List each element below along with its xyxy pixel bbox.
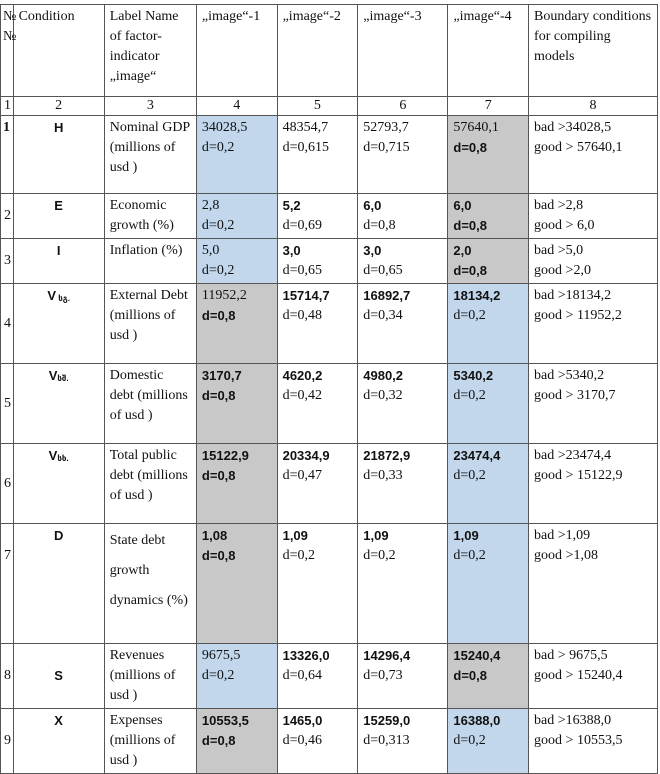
bad-condition: bad >34028,5 bbox=[534, 120, 612, 135]
d-value: d=0,2 bbox=[282, 548, 315, 563]
good-condition: good > 3170,7 bbox=[534, 388, 616, 403]
bad-condition: bad >23474,4 bbox=[534, 448, 612, 463]
d-value: d=0,8 bbox=[201, 388, 236, 403]
column-number: 3 bbox=[104, 97, 196, 116]
image-4-cell bbox=[448, 524, 529, 644]
indicator-label: Nominal GDP (millions of usd ) bbox=[104, 116, 196, 194]
image-3-cell bbox=[358, 194, 448, 239]
value: 15122,9 bbox=[201, 448, 249, 463]
table-row bbox=[1, 116, 658, 194]
d-value: d=0,46 bbox=[282, 733, 322, 748]
header-boundary: Boundary conditions for compiling models bbox=[529, 5, 658, 97]
boundary-cell bbox=[529, 709, 658, 774]
image-1-cell bbox=[196, 284, 277, 364]
good-condition: good > 57640,1 bbox=[534, 140, 623, 155]
table-row bbox=[1, 709, 658, 774]
bad-condition: bad >16388,0 bbox=[534, 713, 612, 728]
image-3-cell bbox=[358, 239, 448, 284]
condition-symbol: S bbox=[13, 644, 104, 709]
boundary-cell bbox=[529, 194, 658, 239]
good-condition: good > 15122,9 bbox=[534, 468, 623, 483]
d-value: d=0,2 bbox=[201, 218, 235, 233]
value: 2,0 bbox=[453, 243, 472, 258]
table-row bbox=[1, 194, 658, 239]
header-image-3: „image“-3 bbox=[358, 5, 448, 97]
image-3-cell bbox=[358, 444, 448, 524]
good-condition: good > 10553,5 bbox=[534, 733, 623, 748]
condition-symbol: D bbox=[13, 524, 104, 644]
value: 9675,5 bbox=[201, 648, 241, 663]
value: 3170,7 bbox=[201, 368, 242, 383]
image-3-cell bbox=[358, 644, 448, 709]
column-number: 6 bbox=[358, 97, 448, 116]
d-value: d=0,73 bbox=[363, 668, 403, 683]
condition-subscript: სგ. bbox=[55, 294, 70, 303]
d-value: d=0,8 bbox=[201, 548, 236, 563]
value: 3,0 bbox=[282, 243, 301, 258]
image-3-cell bbox=[358, 709, 448, 774]
value: 4620,2 bbox=[282, 368, 323, 383]
table-row bbox=[1, 444, 658, 524]
image-1-cell bbox=[196, 709, 277, 774]
d-value: d=0,8 bbox=[363, 218, 396, 233]
row-number: 1 bbox=[1, 116, 14, 194]
image-4-cell bbox=[448, 644, 529, 709]
bad-condition: bad >5,0 bbox=[534, 243, 584, 258]
good-condition: good > 6,0 bbox=[534, 218, 595, 233]
image-1-cell bbox=[196, 524, 277, 644]
column-number: 1 bbox=[1, 97, 14, 116]
indicator-label: Inflation (%) bbox=[104, 239, 196, 284]
indicator-label: External Debt (millions of usd ) bbox=[104, 284, 196, 364]
d-value: d=0,8 bbox=[453, 668, 487, 683]
bad-condition: bad >5340,2 bbox=[534, 368, 605, 383]
value: 1,09 bbox=[453, 528, 479, 543]
value: 11952,2 bbox=[201, 288, 247, 303]
value: 18134,2 bbox=[453, 288, 501, 303]
image-4-cell bbox=[448, 239, 529, 284]
indicator-label: Economic growth (%) bbox=[104, 194, 196, 239]
table-row bbox=[1, 524, 658, 644]
condition-symbol bbox=[13, 284, 104, 364]
d-value: d=0,2 bbox=[201, 668, 235, 683]
d-value: d=0,2 bbox=[201, 140, 235, 155]
header-row bbox=[1, 5, 658, 97]
value: 2,8 bbox=[201, 198, 220, 213]
d-value: d=0,715 bbox=[363, 140, 410, 155]
good-condition: good >1,08 bbox=[534, 548, 598, 563]
image-2-cell bbox=[277, 364, 358, 444]
good-condition: good > 11952,2 bbox=[534, 308, 622, 323]
d-value: d=0,42 bbox=[282, 388, 322, 403]
row-number: 2 bbox=[1, 194, 14, 239]
image-3-cell bbox=[358, 364, 448, 444]
image-1-cell bbox=[196, 444, 277, 524]
condition-symbol bbox=[13, 364, 104, 444]
value: 13326,0 bbox=[282, 648, 330, 663]
indicator-label: Total public debt (millions of usd ) bbox=[104, 444, 196, 524]
image-2-cell bbox=[277, 644, 358, 709]
d-value: d=0,313 bbox=[363, 733, 410, 748]
image-4-cell bbox=[448, 444, 529, 524]
image-4-cell bbox=[448, 364, 529, 444]
table-row bbox=[1, 364, 658, 444]
image-2-cell bbox=[277, 239, 358, 284]
value: 15240,4 bbox=[453, 648, 501, 663]
d-value: d=0,48 bbox=[282, 308, 322, 323]
condition-symbol: X bbox=[13, 709, 104, 774]
value: 57640,1 bbox=[453, 120, 499, 135]
d-value: d=0,47 bbox=[282, 468, 322, 483]
value: 34028,5 bbox=[201, 120, 248, 135]
image-2-cell bbox=[277, 194, 358, 239]
value: 5,2 bbox=[282, 198, 301, 213]
d-value: d=0,2 bbox=[363, 548, 396, 563]
condition-symbol: H bbox=[13, 116, 104, 194]
image-1-cell bbox=[196, 239, 277, 284]
image-2-cell bbox=[277, 444, 358, 524]
column-number: 4 bbox=[196, 97, 277, 116]
image-2-cell bbox=[277, 709, 358, 774]
row-number: 8 bbox=[1, 644, 14, 709]
value: 1,09 bbox=[282, 528, 308, 543]
value: 16892,7 bbox=[363, 288, 411, 303]
value: 1,09 bbox=[363, 528, 389, 543]
indicator-label: Expenses (millions of usd ) bbox=[104, 709, 196, 774]
d-value: d=0,64 bbox=[282, 668, 322, 683]
d-value: d=0,2 bbox=[453, 468, 486, 483]
header-image-1: „image“-1 bbox=[196, 5, 277, 97]
column-number: 8 bbox=[529, 97, 658, 116]
boundary-cell bbox=[529, 444, 658, 524]
value: 48354,7 bbox=[282, 120, 329, 135]
image-1-cell bbox=[196, 364, 277, 444]
image-1-cell bbox=[196, 116, 277, 194]
table-row bbox=[1, 239, 658, 284]
bad-condition: bad >1,09 bbox=[534, 528, 591, 543]
condition-symbol: E bbox=[13, 194, 104, 239]
value: 6,0 bbox=[453, 198, 472, 213]
value: 5,0 bbox=[201, 243, 220, 258]
factor-indicator-table bbox=[0, 4, 658, 774]
image-2-cell bbox=[277, 116, 358, 194]
boundary-cell bbox=[529, 524, 658, 644]
value: 52793,7 bbox=[363, 120, 409, 135]
value: 10553,5 bbox=[201, 713, 249, 728]
bad-condition: bad > 9675,5 bbox=[534, 648, 608, 663]
d-value: d=0,8 bbox=[201, 733, 236, 748]
condition-symbol: I bbox=[13, 239, 104, 284]
d-value: d=0,8 bbox=[453, 140, 487, 155]
indicator-label: Domestic debt (millions of usd ) bbox=[104, 364, 196, 444]
d-value: d=0,2 bbox=[201, 263, 235, 278]
column-number-row bbox=[1, 97, 658, 116]
value: 14296,4 bbox=[363, 648, 411, 663]
value: 20334,9 bbox=[282, 448, 330, 463]
row-number: 9 bbox=[1, 709, 14, 774]
bad-condition: bad >18134,2 bbox=[534, 288, 612, 303]
d-value: d=0,8 bbox=[201, 308, 236, 323]
value: 1465,0 bbox=[282, 713, 323, 728]
image-3-cell bbox=[358, 284, 448, 364]
bad-condition: bad >2,8 bbox=[534, 198, 584, 213]
column-number: 5 bbox=[277, 97, 358, 116]
value: 4980,2 bbox=[363, 368, 404, 383]
table-row bbox=[1, 644, 658, 709]
good-condition: good > 15240,4 bbox=[534, 668, 623, 683]
d-value: d=0,34 bbox=[363, 308, 403, 323]
value: 16388,0 bbox=[453, 713, 501, 728]
condition-letter: V bbox=[47, 288, 56, 303]
value: 1,08 bbox=[201, 528, 228, 543]
image-2-cell bbox=[277, 524, 358, 644]
image-3-cell bbox=[358, 524, 448, 644]
value: 5340,2 bbox=[453, 368, 494, 383]
d-value: d=0,8 bbox=[201, 468, 236, 483]
condition-letter: V bbox=[48, 448, 58, 463]
image-4-cell bbox=[448, 709, 529, 774]
d-value: d=0,65 bbox=[282, 263, 322, 278]
d-value: d=0,8 bbox=[453, 218, 487, 233]
boundary-cell bbox=[529, 364, 658, 444]
value: 3,0 bbox=[363, 243, 382, 258]
d-value: d=0,2 bbox=[453, 548, 486, 563]
value: 23474,4 bbox=[453, 448, 501, 463]
condition-symbol bbox=[13, 444, 104, 524]
d-value: d=0,69 bbox=[282, 218, 322, 233]
image-1-cell bbox=[196, 644, 277, 709]
d-value: d=0,8 bbox=[453, 263, 487, 278]
good-condition: good >2,0 bbox=[534, 263, 591, 278]
image-2-cell bbox=[277, 284, 358, 364]
image-4-cell bbox=[448, 116, 529, 194]
image-4-cell bbox=[448, 194, 529, 239]
header-image-4: „image“-4 bbox=[448, 5, 529, 97]
row-number: 4 bbox=[1, 284, 14, 364]
image-3-cell bbox=[358, 116, 448, 194]
value: 21872,9 bbox=[363, 448, 411, 463]
d-value: d=0,65 bbox=[363, 263, 403, 278]
row-number: 6 bbox=[1, 444, 14, 524]
row-number: 5 bbox=[1, 364, 14, 444]
header-image-2: „image“-2 bbox=[277, 5, 358, 97]
d-value: d=0,33 bbox=[363, 468, 403, 483]
table-row bbox=[1, 284, 658, 364]
column-number: 2 bbox=[13, 97, 104, 116]
condition-subscript: სხ. bbox=[57, 454, 69, 463]
indicator-label: State debt growth dynamics (%) bbox=[104, 524, 196, 644]
condition-letter: V bbox=[48, 368, 58, 383]
d-value: d=0,2 bbox=[453, 388, 486, 403]
indicator-label: Revenues (millions of usd ) bbox=[104, 644, 196, 709]
image-1-cell bbox=[196, 194, 277, 239]
row-number: 3 bbox=[1, 239, 14, 284]
d-value: d=0,2 bbox=[453, 308, 486, 323]
header-no: № № bbox=[1, 5, 14, 97]
condition-subscript: სშ. bbox=[57, 374, 69, 383]
d-value: d=0,2 bbox=[453, 733, 486, 748]
boundary-cell bbox=[529, 239, 658, 284]
row-number: 7 bbox=[1, 524, 14, 644]
boundary-cell bbox=[529, 284, 658, 364]
value: 15714,7 bbox=[282, 288, 330, 303]
value: 6,0 bbox=[363, 198, 382, 213]
d-value: d=0,32 bbox=[363, 388, 403, 403]
header-label: Label Name of factor-indicator „image“ bbox=[104, 5, 196, 97]
header-condition: Condition bbox=[13, 5, 104, 97]
boundary-cell bbox=[529, 644, 658, 709]
column-number: 7 bbox=[448, 97, 529, 116]
value: 15259,0 bbox=[363, 713, 411, 728]
boundary-cell bbox=[529, 116, 658, 194]
d-value: d=0,615 bbox=[282, 140, 329, 155]
image-4-cell bbox=[448, 284, 529, 364]
